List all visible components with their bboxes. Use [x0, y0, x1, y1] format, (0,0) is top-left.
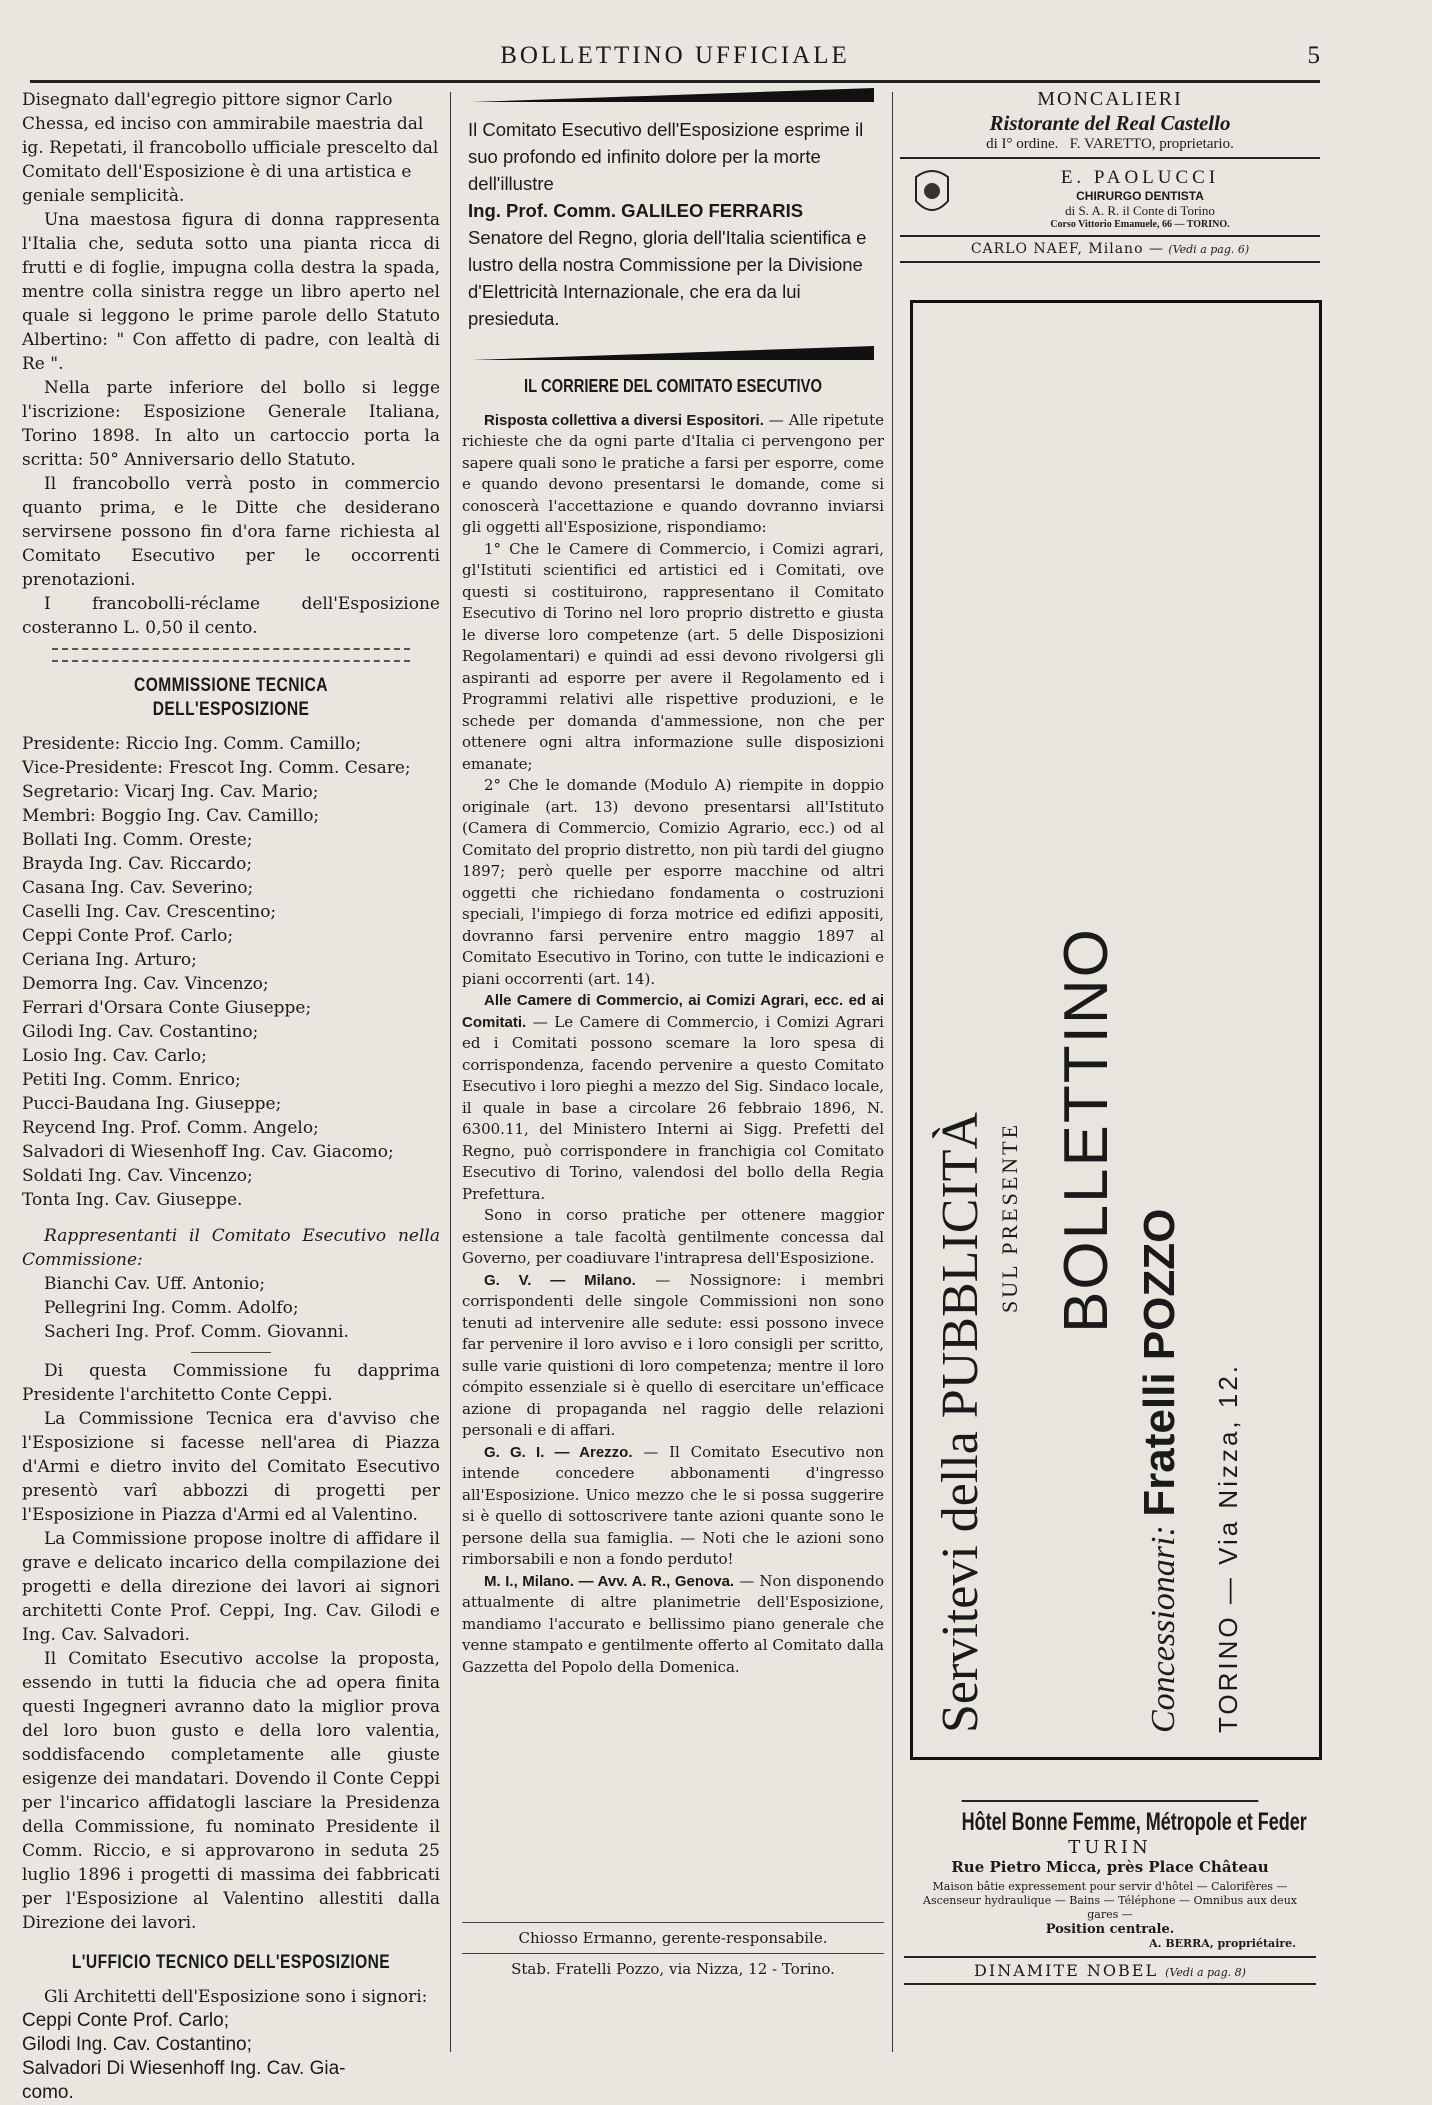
architect-line: Salvadori Di Wiesenhoff Ing. Cav. Gia-	[22, 2058, 346, 2079]
printer-line: Stab. Fratelli Pozzo, via Nizza, 12 - Torino.	[511, 1960, 835, 1978]
notice-prefix: Ing. Prof. Comm.	[468, 200, 616, 221]
list-item: Casana Ing. Cav. Severino;	[22, 878, 254, 898]
coat-of-arms-icon	[908, 163, 956, 221]
column-left	[22, 88, 440, 2105]
paragraph: Il Comitato Esecutivo accolse la proposta, essendo in tutti la fiducia che ad opera finita questi Ingegneri avranno dato la miglior prova del loro buon gusto e della loro valentia, soddisfacendo completamente alle giuste esigenze dei mandatari. Dovendo il Conte Ceppi per l'incarico affidatogli lasciare la Presidenza della Commissione, fu nominato Presidente il Comm. Riccio, e si approvarono in seduta 25 luglio 1896 i progetti di massima dei fabbricati per l'Esposizione al Valentino allestiti dalla Direzione dei lavori.	[22, 1649, 440, 1933]
column-ads	[900, 88, 1320, 263]
list-item: Soldati Ing. Cav. Vincenzo;	[22, 1166, 253, 1186]
paragraph	[462, 410, 884, 539]
column-rule	[450, 92, 451, 2052]
ad-dinamite-name: DINAMITE NOBEL	[974, 1961, 1159, 1980]
list-item: Presidente: Riccio Ing. Comm. Camillo;	[22, 734, 362, 754]
paragraph: Nella parte inferiore del bollo si legge l'iscrizione: Esposizione Generale Italiana, Torino 1898. In alto un cartoccio porta la scritta: 50° Anniversario dello Statuto.	[22, 378, 440, 470]
paragraph: 2° Che le domande (Modulo A) riempite in doppio originale (art. 13) devono presentarsi all'Istituto (Camera di Commercio, Comizio Agrario, ecc.) od al Comitato del proprio distretto, non più tardi del giugno 1897; però quelle per esporre macchine od altri oggetti che richiedano fondamenta o costruzioni speciali, l'impiego di forza motrice ed edifizi appositi, dovranno farsi pervenire entro maggio 1897 al Comitato Esecutivo in Torino, con tutte le indicazioni e piani occorrenti (art. 14).	[462, 776, 884, 988]
ornamental-divider	[52, 648, 410, 662]
ad-moncalieri	[900, 88, 1320, 159]
ad-naef	[900, 237, 1320, 263]
paragraph	[462, 990, 884, 1205]
reply-heading: Risposta collettiva a diversi Espositori.	[484, 411, 764, 429]
reply-heading: G. G. I. — Arezzo.	[484, 1443, 633, 1461]
ad-dentist-name: E. PAOLUCCI	[1060, 167, 1220, 188]
hotel-owner: A. BERRA, propriétaire.	[1149, 1937, 1296, 1950]
list-item: Salvadori di Wiesenhoff Ing. Cav. Giacomo;	[22, 1142, 394, 1162]
paragraph: I francobolli-réclame dell'Esposizione costeranno L. 0,50 il cento.	[22, 594, 440, 638]
hotel-position: Position centrale.	[1045, 1922, 1175, 1937]
text-line: Comitato dell'Esposizione è di una artistica e	[22, 162, 412, 182]
list-item: Ferrari d'Orsara Conte Giuseppe;	[22, 998, 312, 1018]
list-item: Demorra Ing. Cav. Vincenzo;	[22, 974, 269, 994]
ad-hotel	[904, 1800, 1316, 1985]
list-item: Gilodi Ing. Cav. Costantino;	[22, 1022, 259, 1042]
list-item: Tonta Ing. Cav. Giuseppe.	[22, 1190, 243, 1210]
list-item: Bollati Ing. Comm. Oreste;	[22, 830, 253, 850]
list-item: Ceppi Conte Prof. Carlo;	[22, 926, 234, 946]
ad-dentist-line: di S. A. R. il Conte di Torino	[1065, 203, 1215, 218]
list-item: Losio Ing. Cav. Carlo;	[22, 1046, 207, 1066]
ad-dentist-address: Corso Vittorio Emanuele, 66 — TORINO.	[1050, 219, 1230, 230]
text-line: ig. Repetati, il francobollo ufficiale prescelto dal	[22, 138, 439, 158]
architect-line: Ceppi Conte Prof. Carlo;	[22, 2010, 229, 2031]
paragraph: Il francobollo verrà posto in commercio quanto prima, e le Ditte che desiderano servirsene possono fin d'ora farne richiesta al Comitato Esecutivo per le occorrenti prenotazioni.	[22, 474, 440, 590]
list-item: Caselli Ing. Cav. Crescentino;	[22, 902, 277, 922]
section-heading: COMMISSIONE TECNICA DELL'ESPOSIZIONE	[134, 675, 328, 720]
architect-line: como.	[22, 2082, 74, 2103]
ad-naef-name: CARLO NAEF, Milano —	[970, 241, 1164, 257]
page-header	[30, 40, 1320, 83]
hotel-description: Maison bâtie expressement pour servir d'hôtel — Calorifères — Ascenseur hydraulique — Bains — Téléphone — Omnibus aux deux gares —	[923, 1880, 1297, 1921]
member-list	[22, 732, 440, 1212]
paragraph: La Commissione propose inoltre di affidare il grave e delicato incarico della compilazione dei progetti e della direzione dei lavori ai signori architetti Conte Prof. Ceppi, Ing. Cav. Gilodi e Ing. Cav. Salvadori.	[22, 1529, 440, 1645]
architect-line: Gilodi Ing. Cav. Costantino;	[22, 2034, 252, 2055]
list-item: Pucci-Baudana Ing. Giuseppe;	[22, 1094, 282, 1114]
reply-heading: Alle Camere di Commercio, ai Comizi Agrari, ecc. ed ai Comitati.	[462, 992, 884, 1031]
ad-line: Servitevi della PUBBLICITÀ	[932, 1111, 989, 1733]
ad-paolucci	[900, 159, 1320, 237]
ad-pozzo: Fratelli POZZO	[1135, 1208, 1184, 1517]
paragraph	[462, 1571, 884, 1679]
paragraph	[462, 1442, 884, 1571]
paragraph: Sono in corso pratiche per ottenere maggior estensione a tale facoltà gentilmente concessa dal Governo, per coadiuvare l'intrapresa dell'Esposizione.	[462, 1206, 884, 1267]
hotel-address: Rue Pietro Micca, près Place Château	[951, 1858, 1269, 1876]
reply-text: — Non disponendo attualmente di altre planimetrie dell'Esposizione, mandiamo l'accurato e bellissimo piano generale che venne stampato e gentilmente offerto al Comitato dalla Gazzetta del Popolo della Domenica.	[462, 1571, 884, 1676]
ad-dentist-title: CHIRURGO DENTISTA	[1076, 189, 1204, 203]
notice-text: Il Comitato Esecutivo dell'Esposizione esprime il suo profondo ed infinito dolore per la morte dell'illustre	[468, 119, 864, 194]
mourning-notice	[468, 116, 878, 332]
list-item: Sacheri Ing. Prof. Comm. Giovanni.	[44, 1322, 349, 1342]
paragraph: Gli Architetti dell'Esposizione sono i signori:	[44, 1987, 428, 2007]
ad-line	[1135, 1209, 1185, 1733]
paragraph	[462, 1270, 884, 1442]
black-rule	[472, 346, 874, 360]
ad-naef-ref: (Vedi a pag. 6)	[1168, 243, 1250, 256]
ad-dinamite-ref: (Vedi a pag. 8)	[1165, 1966, 1246, 1979]
list-item: Segretario: Vicarj Ing. Cav. Mario;	[22, 782, 319, 802]
reply-heading: G. V. — Milano.	[484, 1271, 636, 1289]
header-title: BOLLETTINO UFFICIALE	[500, 42, 850, 69]
text-line: geniale semplicità.	[22, 186, 185, 206]
gerente-line: Chiosso Ermanno, gerente-responsabile.	[462, 1922, 884, 1954]
list-item: Petiti Ing. Comm. Enrico;	[22, 1070, 241, 1090]
hotel-name: Hôtel Bonne Femme, Métropole et Feder	[962, 1800, 1259, 1837]
list-item: Membri: Boggio Ing. Cav. Camillo;	[22, 806, 320, 826]
reply-text: — Alle ripetute richieste che da ogni parte d'Italia ci pervengono per sapere quali sono le pratiche a farsi per esporre, come e quando devono presentarsi le domande, come si conoscerà l'accettazione e quando dovranno inviarsi gli oggetti all'Esposizione, rispondiamo:	[462, 410, 884, 536]
paragraph: 1° Che le Camere di Commercio, i Comizi agrari, gl'Istituti scientifici ed artistici ed i Comitati, ove questi si costituirono, rappresentano il Comitato Esecutivo di Torino nel loro proprio distretto e giusta le diverse loro competenze (art. 5 delle Disposizioni Regolamentari) e quindi ad essi devono rivolgersi gli aspiranti ad esporre per avere il Regolamento ed i Programmi relativi alle rispettive produzioni, e le schede per domanda d'ammessione, non che per ottenere ogni altra informazione sulle disposizioni emanate;	[462, 539, 884, 773]
reply-text: — Nossignore: i membri corrispondenti delle singole Commissioni non sono tenuti ad intervenire alle sedute: essi possono invece far pervenire il loro avviso e i loro consigli per scritto, sulle varie quistioni di loro competenza; mentre il loro cómpito essenziale si è quello di esercitare un'efficace azione di propaganda nel raggio delle relazioni personali e di affari.	[462, 1270, 884, 1439]
ad-town: MONCALIERI	[1037, 88, 1183, 110]
ad-restaurant-name: Ristorante del Real Castello	[989, 111, 1231, 135]
list-item: Pellegrini Ing. Comm. Adolfo;	[44, 1298, 299, 1318]
paragraph: Una maestosa figura di donna rappresenta l'Italia che, seduta sotto una pianta ricca di frutti e di foglie, impugna colla destra la spada, mentre colla sinistra regge un libro aperto nel quale si leggono le prime parole dello Statuto Albertino: " Con affetto di padre, con lealtà di Re ".	[22, 210, 440, 374]
text-line: Disegnato dall'egregio pittore signor Carlo	[22, 90, 393, 110]
list-item: Ceriana Ing. Arturo;	[22, 950, 197, 970]
reply-heading: M. I., Milano. — Avv. A. R., Genova.	[484, 1572, 735, 1590]
ad-owner: F. VARETTO, proprietario.	[1069, 136, 1234, 152]
ad-dinamite	[904, 1956, 1316, 1985]
column-middle	[462, 88, 884, 1678]
ad-concessionari: Concessionari:	[1145, 1525, 1182, 1733]
section-heading: IL CORRIERE DEL COMITATO ESECUTIVO	[524, 376, 822, 396]
reply-text: — Il Comitato Esecutivo non intende concedere abbonamenti d'ingresso all'Esposizione. Unico mezzo che le si possa suggerire si è quello di sottoscrivere tante azioni quante sono le persone della sua famiglia. — Noti che le azioni sono rimborsabili e non a fondo perduto!	[462, 1442, 885, 1568]
text-line: Chessa, ed inciso con ammirabile maestria dal	[22, 114, 424, 134]
subheading: Rappresentanti il Comitato Esecutivo nella Commissione:	[22, 1226, 440, 1270]
ad-line: SUL PRESENTE	[997, 1121, 1022, 1313]
column-rule	[892, 92, 893, 2052]
page-number: 5	[1307, 42, 1320, 69]
advertising-box	[910, 300, 1322, 1760]
reply-text: — Le Camere di Commercio, i Comizi Agrari ed i Comitati possono scemare la loro spesa di corrispondenza, facendo pervenire a questo Comitato Esecutivo i loro pieghi a mezzo del Sig. Sindaco locale, il quale in base a circolare 26 febbraio 1896, N. 6300.11, del Ministero Interni ai Sigg. Prefetti del Regno, può corrispondere in franchigia col Comitato Esecutivo di Torino, valendosi del bollo della Regia Prefettura.	[462, 1012, 884, 1203]
notice-name: GALILEO FERRARIS	[621, 200, 804, 221]
paragraph: La Commissione Tecnica era d'avviso che l'Esposizione si facesse nell'area di Piazza d'Armi e dietro invito del Comitato Esecutivo presentò varî abbozzi di progetti per l'Esposizione in Piazza d'Armi ed al Valentino.	[22, 1409, 440, 1525]
list-item: Vice-Presidente: Frescot Ing. Comm. Cesare;	[22, 758, 411, 778]
list-item: Bianchi Cav. Uff. Antonio;	[44, 1274, 266, 1294]
list-item: Reycend Ing. Prof. Comm. Angelo;	[22, 1118, 319, 1138]
black-rule	[472, 88, 874, 102]
ad-line: TORINO — Via Nizza, 12.	[1213, 1362, 1243, 1733]
list-item: Brayda Ing. Cav. Riccardo;	[22, 854, 253, 874]
hotel-city: TURIN	[1068, 1837, 1152, 1858]
ad-sub: di I° ordine.	[986, 136, 1059, 152]
short-rule	[191, 1352, 271, 1353]
section-heading: L'UFFICIO TECNICO DELL'ESPOSIZIONE	[71, 1952, 391, 1973]
ad-line: BOLLETTINO	[1052, 927, 1121, 1333]
notice-end: Senatore del Regno, gloria dell'Italia scientifica e lustro della nostra Commissione per la Divisione d'Elettricità Internazionale, che era da lui presieduta.	[468, 227, 867, 329]
stamp-description-intro	[22, 88, 440, 208]
paragraph: Di questa Commissione fu dapprima Presidente l'architetto Conte Ceppi.	[22, 1361, 440, 1405]
